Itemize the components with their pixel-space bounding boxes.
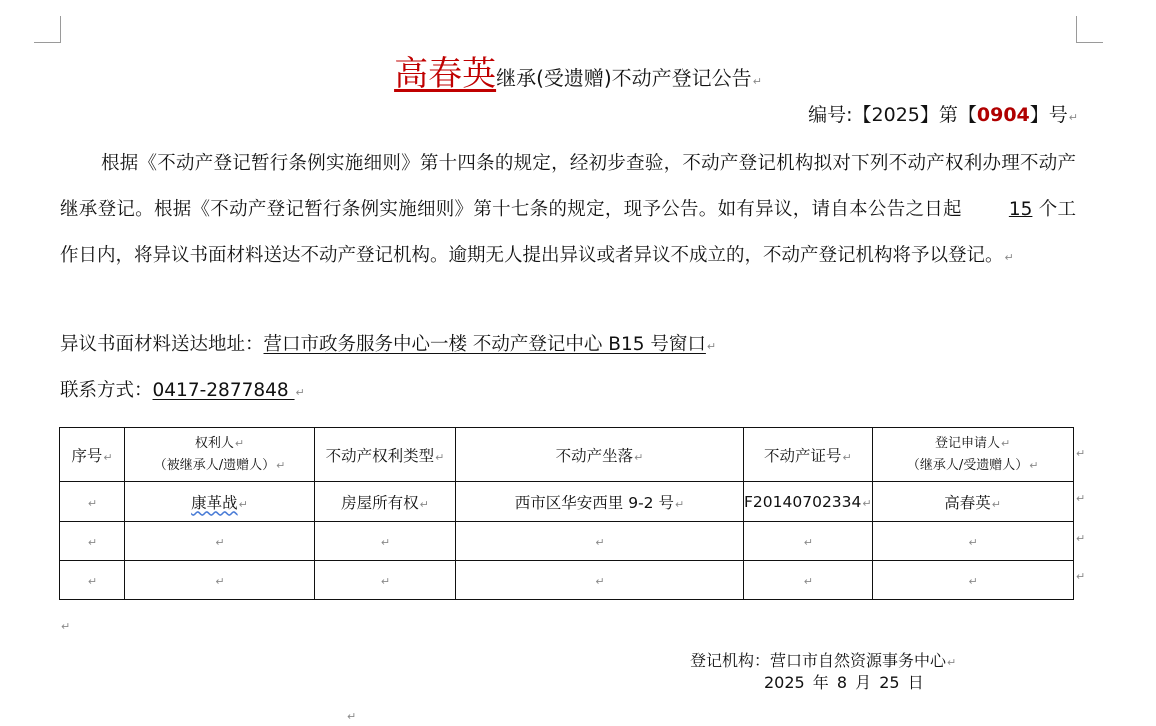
number-value: 0904 [976, 104, 1030, 126]
table-header-row [60, 428, 1074, 482]
page-corner-mark-top-right [1076, 16, 1103, 43]
notice-number [808, 100, 1078, 127]
cell-cert: F20140702334↵ [744, 482, 873, 522]
paragraph-mark-icon: ↵ [1068, 111, 1078, 124]
cell-location: ↵ [456, 522, 744, 561]
cell-holder: ↵ [125, 561, 315, 600]
page-corner-mark-top-left [34, 16, 61, 43]
empty-paragraph-mark-icon: ↵ [347, 710, 357, 723]
header-applicant: 登记申请人↵ （继承人/受遗赠人）↵ [872, 428, 1073, 482]
header-holder: 权利人↵ （被继承人/遗赠人）↵ [125, 428, 315, 482]
cell-type: 房屋所有权↵ [315, 482, 456, 522]
paragraph-mark-icon: ↵ [295, 386, 305, 399]
paragraph-mark-icon: ↵ [947, 656, 957, 669]
contact-value: 0417-2877848 [152, 380, 295, 401]
header-type: 不动产权利类型↵ [315, 428, 456, 482]
number-suffix: 】号 [1029, 104, 1068, 126]
paragraph-part2: 个工作日内，将异议书面材料送达不动产登记机构。逾期无人提出异议或者异议不成立的，不动产登记机构将予以登记。 [60, 199, 1076, 266]
registration-table [59, 427, 1074, 600]
number-prefix: 编号:【2025】第【 [808, 104, 977, 126]
cell-applicant: ↵ [872, 561, 1073, 600]
cell-holder: ↵ [125, 522, 315, 561]
objection-days: 15 [1008, 199, 1033, 220]
paragraph-mark-icon: ↵ [752, 75, 762, 88]
cell-cert: ↵ [744, 522, 873, 561]
header-location: 不动产坐落↵ [456, 428, 744, 482]
notice-title [0, 46, 1156, 95]
paragraph-mark-icon: ↵ [706, 340, 717, 353]
cell-type: ↵ [315, 561, 456, 600]
address-label: 异议书面材料送达地址： [60, 334, 264, 355]
cell-location: 西市区华安西里 9-2 号↵ [456, 482, 744, 522]
title-name: 高春英 [394, 54, 497, 94]
header-cert: 不动产证号↵ [744, 428, 873, 482]
cell-applicant: 高春英↵ [872, 482, 1073, 522]
cell-location: ↵ [456, 561, 744, 600]
org-name: 营口市自然资源事务中心 [770, 651, 947, 670]
empty-paragraph-mark-icon: ↵ [61, 620, 71, 633]
org-label: 登记机构： [690, 651, 771, 670]
cell-seq: ↵ [60, 522, 125, 561]
row-end-mark-icon: ↵ [1076, 532, 1086, 545]
row-end-mark-icon: ↵ [1076, 492, 1086, 505]
header-seq: 序号↵ [60, 428, 125, 482]
contact-label: 联系方式： [60, 380, 153, 401]
cell-seq: ↵ [60, 561, 125, 600]
cell-applicant: ↵ [872, 522, 1073, 561]
paragraph-mark-icon: ↵ [1004, 251, 1014, 264]
address-value: 营口市政务服务中心一楼 不动产登记中心 B15 号窗口 [263, 334, 706, 355]
notice-date: 2025 年 8 月 25 日 [764, 673, 924, 692]
table-row [60, 482, 1074, 522]
row-end-mark-icon: ↵ [1076, 447, 1086, 460]
table-row [60, 522, 1074, 561]
registration-authority [690, 648, 956, 671]
cell-seq: ↵ [60, 482, 125, 522]
contact-line [60, 376, 305, 402]
row-end-mark-icon: ↵ [1076, 570, 1086, 583]
cell-cert: ↵ [744, 561, 873, 600]
cell-holder: 康革战↵ [125, 482, 315, 522]
cell-type: ↵ [315, 522, 456, 561]
address-line [60, 330, 716, 356]
notice-body-paragraph [60, 141, 1076, 281]
paragraph-part1: 根据《不动产登记暂行条例实施细则》第十四条的规定，经初步查验，不动产登记机构拟对下列不动产权利办理不动产继承登记。根据《不动产登记暂行条例实施细则》第十七条的规定，现予公告。如有异议，请自本公告之日起 [60, 153, 1076, 220]
table-row [60, 561, 1074, 600]
title-text: 继承(受遗赠)不动产登记公告 [496, 66, 752, 90]
